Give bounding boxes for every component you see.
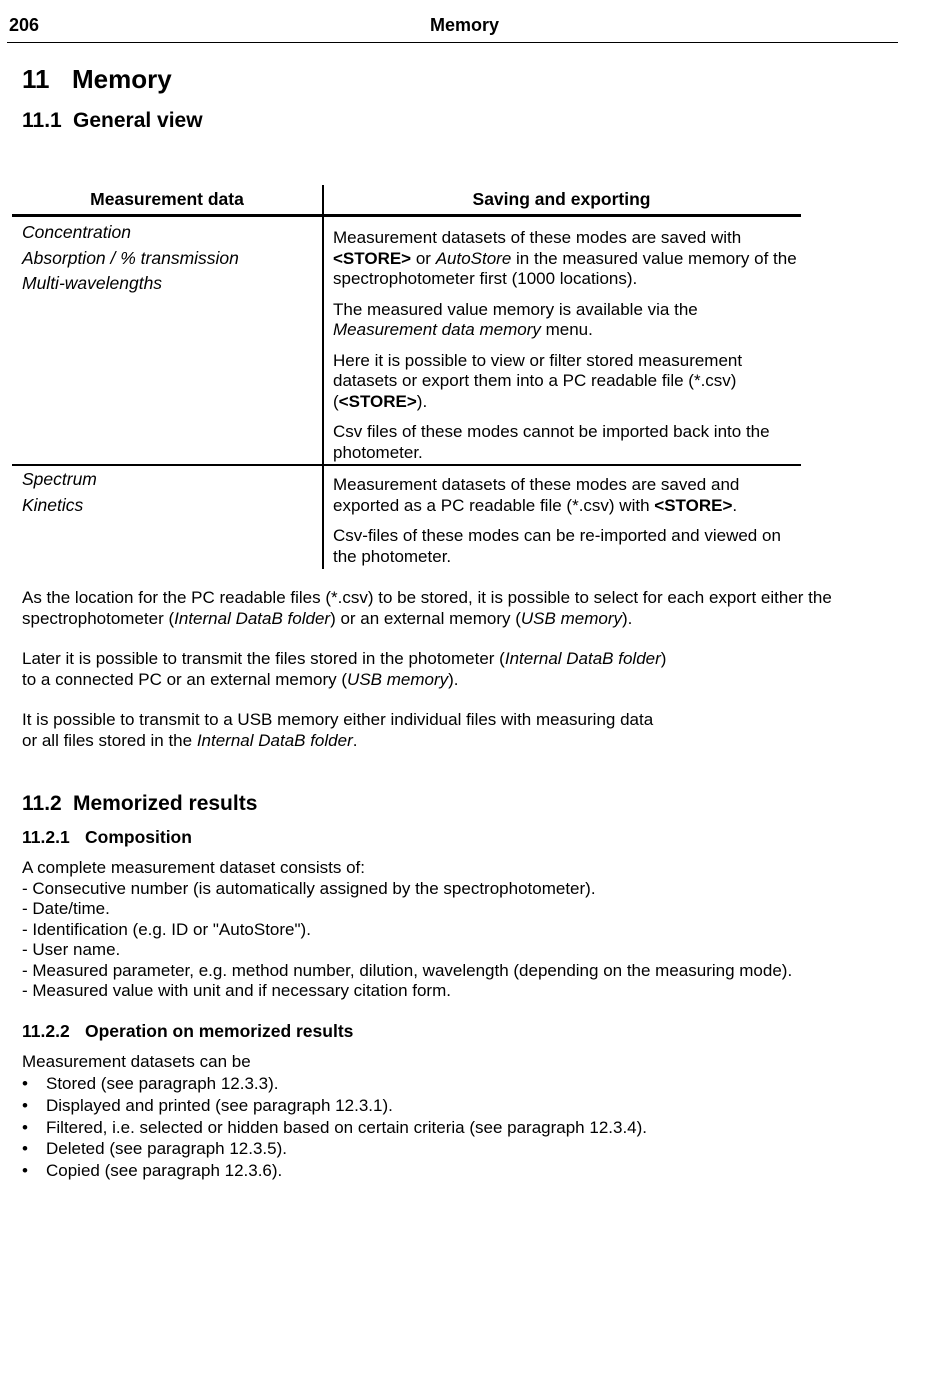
subsection-title: Composition	[85, 827, 192, 847]
list-item: • Stored (see paragraph 12.3.3).	[22, 1074, 279, 1093]
subsection-number: 11.2.2	[22, 1021, 70, 1041]
row1-description	[333, 228, 798, 473]
section-heading-general-view	[22, 109, 203, 133]
section-number: 11.2	[22, 792, 62, 815]
list-item: • Deleted (see paragraph 12.3.5).	[22, 1139, 287, 1159]
mode-item: Spectrum	[22, 469, 97, 489]
paragraph-usb-transfer: It is possible to transmit to a USB memory either individual files with measuring data or all files stored in the Internal DataB folder.	[22, 710, 654, 750]
chapter-number: 11	[22, 64, 50, 94]
bullet-icon: •	[22, 1117, 28, 1137]
chapter-heading	[22, 64, 172, 95]
list-item: • Displayed and printed (see paragraph 12.3.1).	[22, 1095, 393, 1115]
table-column-divider	[322, 185, 324, 569]
composition-line: - Date/time.	[22, 899, 110, 918]
table-header-saving-exporting: Saving and exporting	[472, 189, 651, 209]
paragraph-storage-location: As the location for the PC readable files (*.csv) to be stored, it is possible to select for each export either the spectrophotometer (Internal DataB folder) or an external memory (USB memory).	[22, 588, 832, 628]
subsection-title: Operation on memorized results	[85, 1021, 354, 1041]
section-number: 11.1	[22, 109, 62, 132]
running-title: Memory	[429, 15, 500, 35]
mode-item: Multi-wavelengths	[22, 273, 163, 293]
paragraph-transmit-files: Later it is possible to transmit the files stored in the photometer (Internal DataB folder) to a connected PC or an external memory (USB memory).	[22, 649, 667, 689]
composition-line: - Consecutive number (is automatically assigned by the spectrophotometer).	[22, 878, 596, 898]
memory-overview-table	[12, 185, 801, 569]
row1-paragraph-3: Here it is possible to view or filter stored measurement datasets or export them into a PC readable file (*.csv) (<STORE>).	[333, 350, 743, 411]
subsection-heading-operation	[22, 1021, 353, 1042]
composition-line: - User name.	[22, 940, 121, 959]
row2-paragraph-2: Csv-files of these modes can be re-imported and viewed on the photometer.	[333, 526, 781, 566]
mode-item: Absorption / % transmission	[22, 247, 239, 268]
section-title: Memorized results	[73, 792, 258, 815]
bullet-icon: •	[22, 1095, 28, 1115]
row2-description	[333, 475, 798, 577]
row2-paragraph-1: Measurement datasets of these modes are saved and exported as a PC readable file (*.csv) with <STORE>.	[333, 475, 740, 515]
mode-item: Kinetics	[22, 494, 84, 515]
table-header-rule	[12, 214, 801, 217]
bullet-icon: •	[22, 1161, 28, 1181]
page-header	[7, 0, 898, 43]
subsection-number: 11.2.1	[22, 827, 70, 847]
table-header-measurement-data: Measurement data	[90, 189, 244, 209]
composition-line: - Identification (e.g. ID or "AutoStore").	[22, 919, 311, 939]
row1-paragraph-1: Measurement datasets of these modes are saved with <STORE> or AutoStore in the measured value memory of the spectrophotometer first (1000 locations).	[333, 228, 797, 288]
section-heading-memorized-results	[22, 792, 257, 816]
bullet-icon: •	[22, 1139, 28, 1159]
bullet-icon: •	[22, 1074, 28, 1093]
list-item: • Filtered, i.e. selected or hidden based on certain criteria (see paragraph 12.3.4).	[22, 1117, 648, 1137]
row1-mode-list	[22, 220, 239, 297]
subsection-heading-composition	[22, 827, 192, 848]
list-item: • Copied (see paragraph 12.3.6).	[22, 1161, 283, 1181]
section-title: General view	[73, 109, 203, 132]
mode-item: Concentration	[22, 222, 131, 242]
composition-line: A complete measurement dataset consists of:	[22, 858, 366, 877]
composition-list	[22, 858, 902, 1002]
row1-paragraph-4: Csv files of these modes cannot be imported back into the photometer.	[333, 422, 770, 462]
row1-paragraph-2: The measured value memory is available via the Measurement data memory menu.	[333, 299, 698, 339]
row2-mode-list	[22, 467, 97, 518]
composition-line: - Measured parameter, e.g. method number, dilution, wavelength (depending on the measuring mode).	[22, 960, 793, 980]
page-number: 206	[9, 15, 40, 35]
operation-list	[22, 1073, 647, 1182]
composition-line: - Measured value with unit and if necessary citation form.	[22, 981, 451, 1000]
operation-intro: Measurement datasets can be	[22, 1052, 251, 1071]
chapter-title: Memory	[72, 64, 172, 94]
